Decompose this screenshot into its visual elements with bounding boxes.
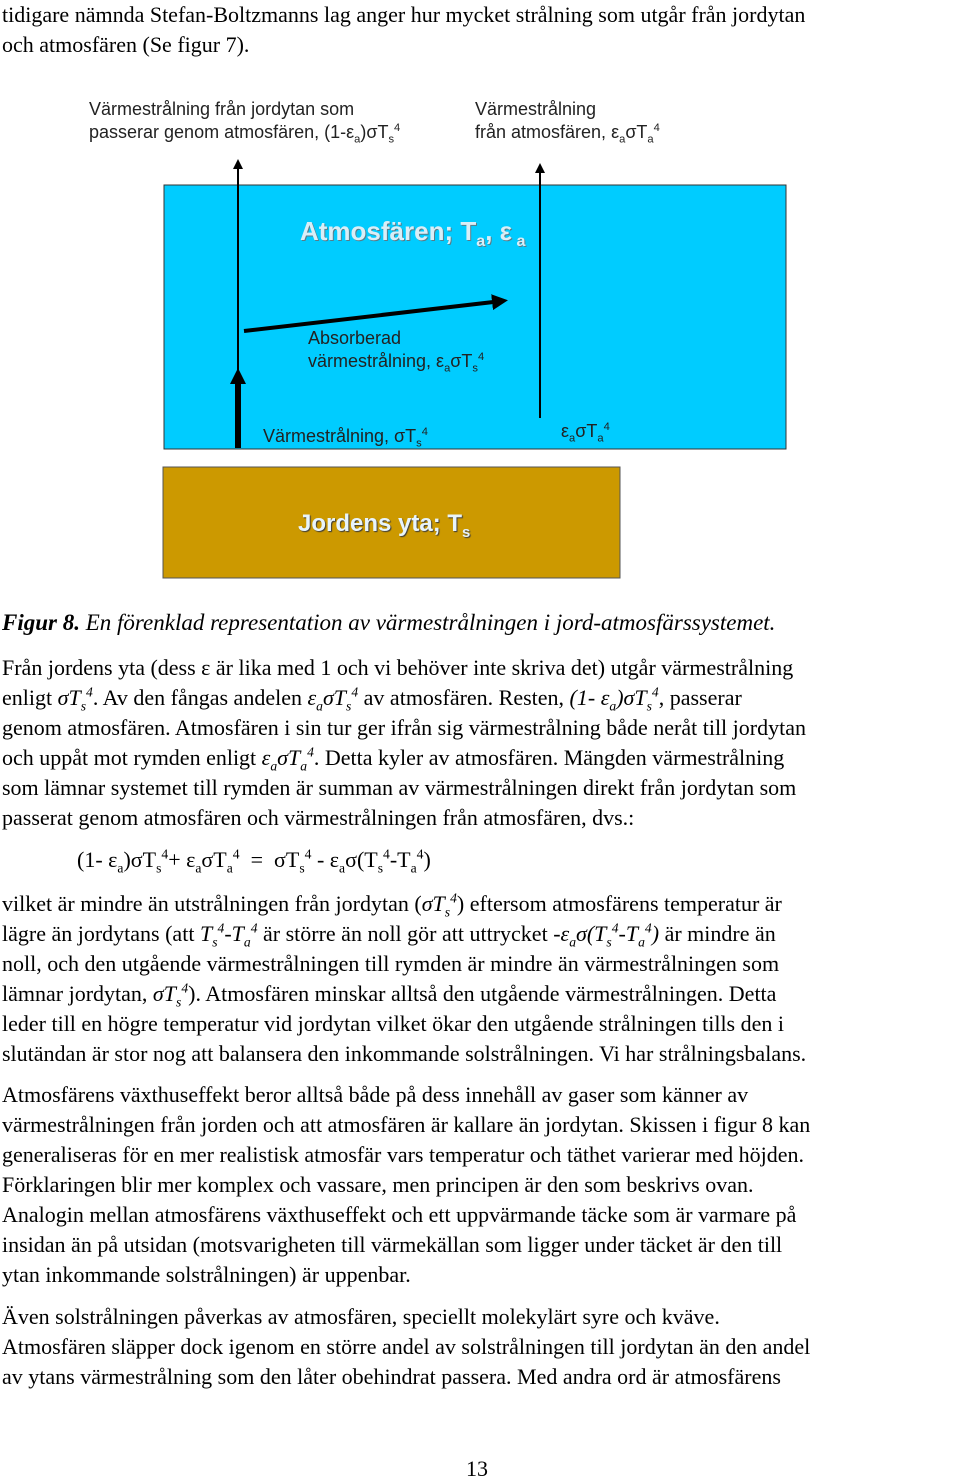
p3-line-2: värmestrålningen från jorden och att atmosfären är kallare än jordytan. Skissen i figur 8 kan: [2, 1112, 811, 1137]
earth-title: Jordens yta; $T_s$: [298, 510, 471, 541]
paragraph-2: [2, 889, 958, 1069]
balance-equation: (1- $\varepsilon_a)\sigma T_s^4+ \varepsilon_a\sigma T_a^4 = \sigma T_s^4 - \varepsilon_a\sigma(T_s^4-T_a^4)$: [77, 846, 431, 876]
absorbed-label: Absorberad värmestrålning, $\varepsilon_a\sigma T_s^4$: [308, 328, 485, 375]
atmosphere-title: Atmosfären; $T_a$, ε $_a$: [300, 216, 526, 251]
paragraph-4: [2, 1302, 958, 1392]
p4-line-2: Atmosfären släpper dock igenom en större andel av solstrålningen till jordytan än den andel: [2, 1334, 811, 1359]
atmosphere-down-label: $\varepsilon_a\sigma T_a^4$: [561, 421, 610, 445]
page-number: 13: [466, 1456, 488, 1481]
intro-line-1: tidigare nämnda Stefan-Boltzmanns lag anger hur mycket strålning som utgår från jordytan: [2, 2, 806, 27]
p4-line-3: av ytans värmestrålning som den låter obehindrat passera. Med andra ord är atmosfärens: [2, 1364, 781, 1389]
paragraph-3: [2, 1080, 958, 1290]
intro-line-2: och atmosfären (Se figur 7).: [2, 32, 250, 57]
transmitted-label: Värmestrålning från jordytan som passerar genom atmosfären, $(1-\varepsilon_a)\sigma T_s^4$: [89, 99, 401, 146]
p2-line-1: vilket är mindre än utstrålningen från jordytan $(\sigma T_s^4)$ eftersom atmosfärens temperatur är: [2, 890, 782, 920]
p1-line-3: genom atmosfären. Atmosfären i sin tur ger ifrån sig värmestrålning både neråt till jordytan: [2, 715, 806, 740]
p1-line-6: passerat genom atmosfären och värmestrålningen från atmosfären, dvs.:: [2, 805, 635, 830]
caption-text: En förenklad representation av värmestrålningen i jord-atmosfärssystemet.: [85, 610, 776, 635]
p3-line-3: generaliseras för en mer realistisk atmosfär vars temperatur och täthet varierar med höjden.: [2, 1142, 805, 1167]
paragraph-1: [2, 653, 958, 833]
p2-line-6: slutändan är stor nog att balansera den inkommande solstrålningen. Vi har strålningsbalans.: [2, 1041, 807, 1066]
p3-line-1: Atmosfärens växthuseffekt beror alltså både på dess innehåll av gaser som känner av: [2, 1082, 749, 1107]
caption-label: Figur 8.: [2, 610, 80, 635]
p2-line-4: lämnar jordytan, $\sigma T_s^4$). Atmosfären minskar alltså den utgående värmestrålningen. Detta: [2, 980, 777, 1010]
p3-line-7: ytan inkommande solstrålningen) är uppenbar.: [2, 1262, 411, 1287]
atmosphere-emission-label: Värmestrålning från atmosfären, $\varepsilon_a\sigma T_a^4$: [475, 99, 660, 146]
p2-line-3: noll, och den utgående värmestrålningen till rymden är mindre än värmestrålningen som: [2, 951, 780, 976]
p3-line-5: Analogin mellan atmosfärens växthuseffekt och ett uppvärmande täcke som är varmare på: [2, 1202, 797, 1227]
p1-line-1: Från jordens yta (dess ε är lika med 1 och vi behöver inte skriva det) utgår värmestrålning: [2, 655, 794, 680]
p1-line-4: och uppåt mot rymden enligt $\varepsilon_a\sigma T_a^4$. Detta kyler av atmosfären. Mängden värmestrålning: [2, 744, 785, 774]
p2-line-2: lägre än jordytans (att $T_s^4-T_a^4$ är större än noll gör att uttrycket $-\varepsilon_a\sigma(T_s^4-T_a^4)$ är mindre än: [2, 920, 776, 950]
p4-line-1: Även solstrålningen påverkas av atmosfären, speciellt molekylärt syre och kväve.: [2, 1304, 720, 1329]
surface-emission-label: Värmestrålning, $\sigma T_s^4$: [263, 426, 428, 450]
p1-line-5: som lämnar systemet till rymden är summan av värmestrålningen direkt från jordytan som: [2, 775, 797, 800]
figure-diagram: [0, 0, 960, 600]
p2-line-5: leder till en högre temperatur vid jordytan vilket ökar den utgående strålningen tills den i: [2, 1011, 784, 1036]
figure-caption: [2, 610, 775, 636]
p1-line-2: enligt $\sigma T_s^4$. Av den fångas andelen $\varepsilon_a\sigma T_s^4$ av atmosfären. Resten, (1- $\varepsilon_a)\sigma T_s^4$, passerar: [2, 684, 742, 714]
p3-line-6: insidan än på utsidan (motsvarigheten till värmekällan som ligger under täcket är den till: [2, 1232, 783, 1257]
p3-line-4: Förklaringen blir mer komplex och vassare, men principen är den som beskrivs ovan.: [2, 1172, 754, 1197]
